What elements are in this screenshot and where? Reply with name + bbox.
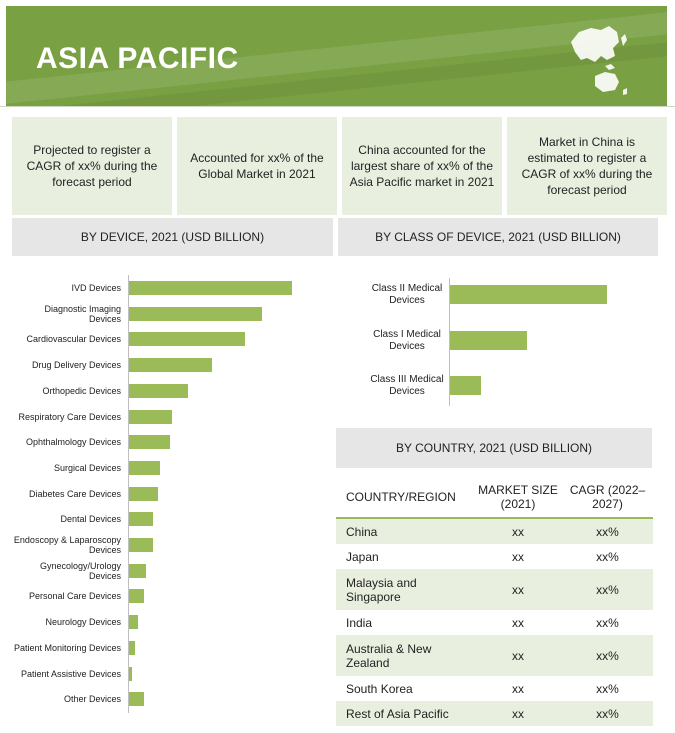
- device-bar: [129, 461, 160, 475]
- divider: [0, 106, 675, 107]
- cagr-cell: xx%: [562, 635, 653, 676]
- device-category-label: Patient Monitoring Devices: [13, 642, 121, 653]
- cagr-cell: xx%: [596, 549, 619, 564]
- device-category-label: Cardiovascular Devices: [26, 334, 121, 345]
- device-category-label: Gynecology/Urology Devices: [39, 560, 121, 581]
- market-size-cell: xx: [512, 615, 524, 630]
- country-table: [336, 477, 653, 726]
- device-bar: [129, 692, 144, 706]
- device-category-label: Surgical Devices: [53, 462, 121, 473]
- country-cell: Malaysia and Singapore: [336, 569, 474, 610]
- device-category-label: Other Devices: [63, 694, 121, 705]
- device-bar: [129, 384, 188, 398]
- market-size-cell: xx: [474, 569, 562, 610]
- class-bar: [450, 376, 481, 395]
- device-bar: [129, 512, 153, 526]
- device-bar: [129, 281, 292, 295]
- table-row: [336, 544, 653, 569]
- country-section-header: BY COUNTRY, 2021 (USD BILLION): [336, 428, 652, 468]
- country-cell: Rest of Asia Pacific: [336, 701, 474, 726]
- device-category-label: Neurology Devices: [45, 617, 121, 628]
- device-bar: [129, 435, 170, 449]
- device-bar: [129, 641, 135, 655]
- info-card: Projected to register a CAGR of xx% during the forecast period: [12, 117, 172, 215]
- country-cell: India: [346, 615, 373, 630]
- cagr-cell: xx%: [562, 569, 653, 610]
- info-card: China accounted for the largest share of xx% of the Asia Pacific market in 2021: [342, 117, 502, 215]
- market-size-cell: xx: [512, 681, 524, 696]
- device-bar: [129, 667, 132, 681]
- cagr-cell: xx%: [596, 615, 619, 630]
- cagr-cell: xx%: [596, 681, 619, 696]
- device-category-label: Dental Devices: [60, 514, 121, 525]
- table-row: [336, 569, 653, 610]
- table-row: [336, 701, 653, 726]
- device-bar: [129, 358, 212, 372]
- asia-pacific-map-icon: [565, 20, 633, 96]
- region-banner: [6, 6, 667, 106]
- device-bar: [129, 307, 262, 321]
- device-bar: [129, 589, 144, 603]
- cagr-cell: xx%: [562, 701, 653, 726]
- country-cell: Australia & New Zealand: [336, 635, 474, 676]
- class-category-label: Class I Medical Devices: [373, 328, 441, 352]
- market-size-cell: xx: [474, 518, 562, 544]
- market-size-cell: xx: [512, 549, 524, 564]
- country-cell: South Korea: [346, 681, 413, 696]
- table-row: [336, 635, 653, 676]
- device-bar: [129, 410, 172, 424]
- country-cell: China: [336, 518, 474, 544]
- device-category-label: Endoscopy & Laparoscopy Devices: [13, 535, 121, 555]
- class-category-label: Class II Medical Devices: [371, 283, 443, 306]
- info-card: Accounted for xx% of the Global Market in 2021: [177, 117, 337, 215]
- device-category-label: IVD Devices: [71, 283, 121, 293]
- class-category-label: Class III Medical Devices: [370, 374, 444, 397]
- device-category-label: Orthopedic Devices: [42, 385, 121, 396]
- table-row: [336, 518, 653, 544]
- device-category-label: Respiratory Care Devices: [18, 411, 121, 422]
- column-header: MARKET SIZE (2021): [474, 477, 562, 518]
- device-bar: [129, 332, 245, 346]
- device-bar: [129, 615, 138, 629]
- class-bar: [450, 331, 527, 350]
- info-card: Market in China is estimated to register a CAGR of xx% during the forecast period: [507, 117, 667, 215]
- class-section-header: BY CLASS OF DEVICE, 2021 (USD BILLION): [338, 218, 658, 256]
- table-row: [336, 610, 653, 635]
- device-bar: [129, 538, 153, 552]
- device-bar: [129, 564, 146, 578]
- column-header: COUNTRY/REGION: [336, 477, 474, 518]
- market-size-cell: xx: [474, 635, 562, 676]
- device-bar: [129, 487, 158, 501]
- device-category-label: Diabetes Care Devices: [28, 488, 121, 499]
- device-category-label: Ophthalmology Devices: [25, 437, 121, 448]
- device-category-label: Drug Delivery Devices: [31, 360, 121, 371]
- device-category-label: Diagnostic Imaging Devices: [44, 303, 121, 324]
- device-category-label: Personal Care Devices: [28, 591, 121, 602]
- device-category-label: Patient Assistive Devices: [20, 668, 121, 679]
- cagr-cell: xx%: [562, 518, 653, 544]
- banner-title: ASIA PACIFIC: [36, 42, 239, 75]
- market-size-cell: xx: [474, 701, 562, 726]
- column-header: CAGR (2022–2027): [562, 477, 653, 518]
- class-bar: [450, 285, 607, 304]
- device-section-header: BY DEVICE, 2021 (USD BILLION): [12, 218, 333, 256]
- table-header-row: [336, 477, 653, 518]
- country-cell: Japan: [346, 549, 379, 564]
- table-row: [336, 676, 653, 701]
